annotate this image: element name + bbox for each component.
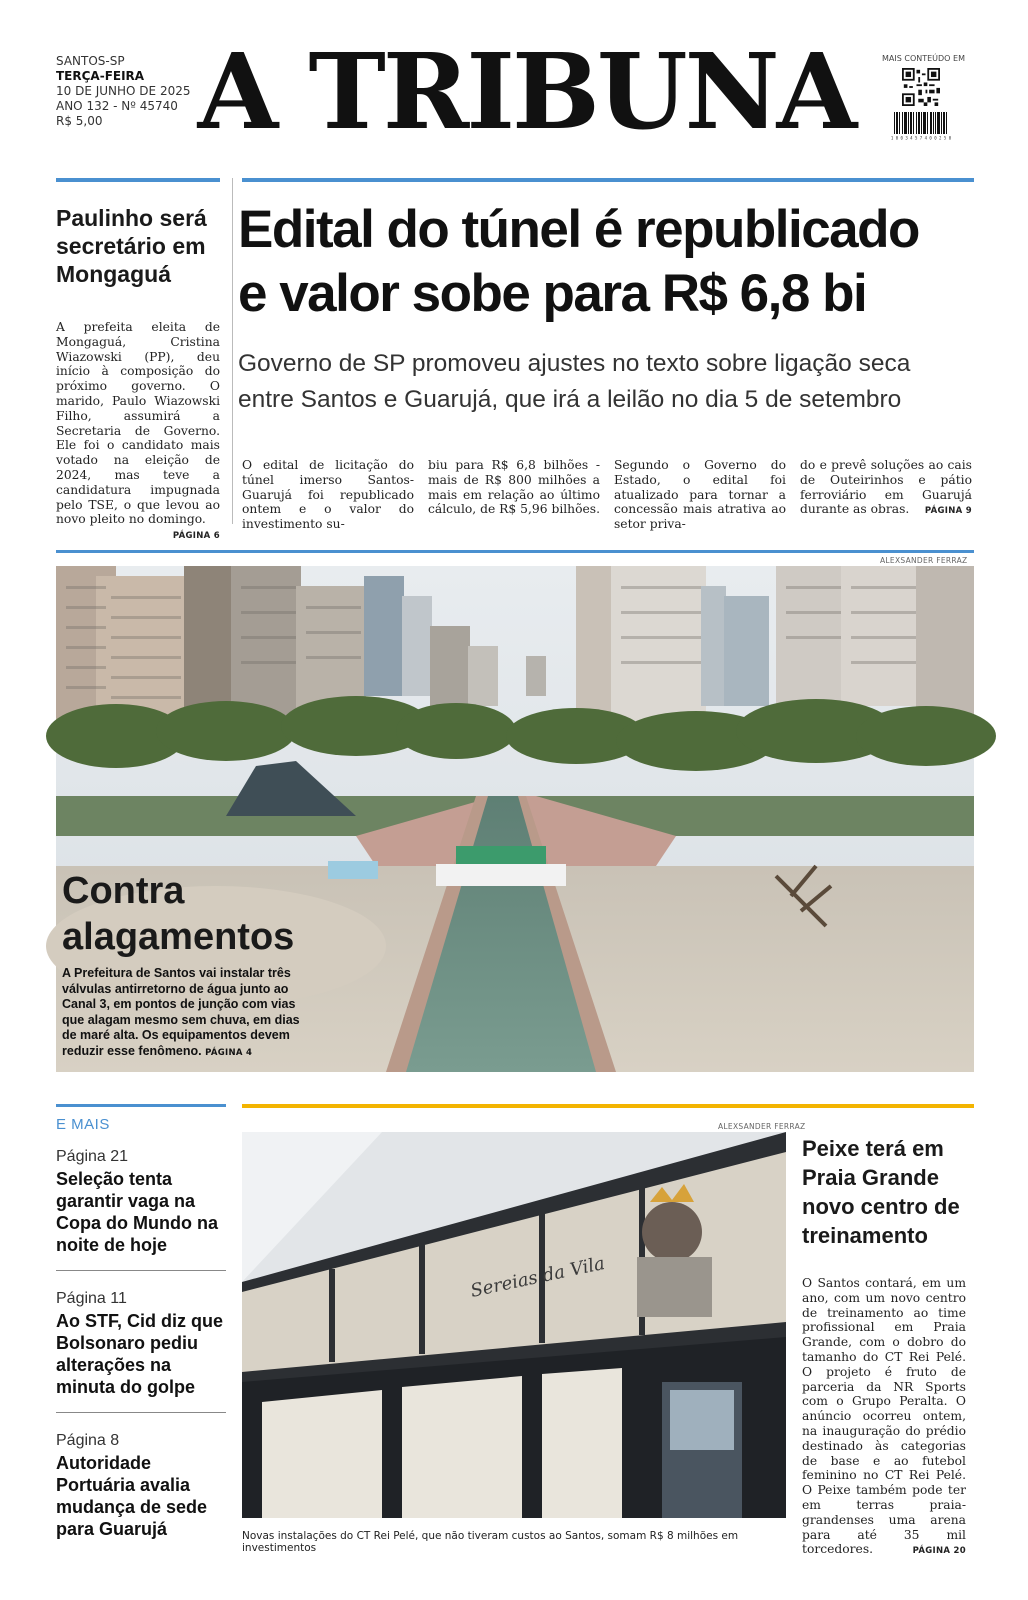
svg-text:1 0 0 3 4 5 7 4 0 0 2 5 0: 1 0 0 3 4 5 7 4 0 0 2 5 0 bbox=[890, 135, 952, 141]
emais-item-title[interactable]: Autoridade Portuária avalia mudança de sede para Guarujá bbox=[56, 1453, 208, 1539]
photo-section-rule bbox=[56, 550, 974, 553]
left-story-headline[interactable]: Paulinho será secretário em Mongaguá bbox=[56, 205, 207, 287]
column-divider bbox=[232, 178, 233, 524]
emais-item-title[interactable]: Seleção tenta garantir vaga na Copa do Mundo na noite de hoje bbox=[56, 1169, 218, 1255]
ct-story-page[interactable]: PÁGINA 20 bbox=[912, 1546, 966, 1557]
emais-item-page: Página 11 bbox=[56, 1290, 127, 1307]
photo-story-text: A Prefeitura de Santos vai instalar três válvulas antirretorno de água junto ao Canal 3, em pontos de junção com vias que alagam mesmo sem chuva, em dias de maré alta. Os equipamentos devem reduzir esse fenômeno. bbox=[62, 966, 300, 1058]
emais-item-page: Página 8 bbox=[56, 1432, 120, 1449]
qr-code-icon[interactable] bbox=[902, 68, 940, 106]
emais-item[interactable] bbox=[56, 1146, 224, 1256]
photo-story-page[interactable]: PÁGINA 4 bbox=[205, 1047, 253, 1058]
qr-label: MAIS CONTEÚDO EM bbox=[882, 54, 965, 63]
photo-story-body bbox=[62, 966, 316, 1061]
ct-photo bbox=[242, 1132, 786, 1518]
ct-sign-text: Sereias da Vila bbox=[468, 1252, 607, 1302]
main-column-1: O edital de licitação do túnel imerso Santos-Guarujá foi republicado ontem e o valor do investimento su- bbox=[242, 458, 414, 532]
main-column-4-text: do e prevê soluções ao cais de Outeirinhos e pátio ferroviário em Guarujá durante as obras. bbox=[800, 458, 972, 517]
masthead-weekday: TERÇA-FEIRA bbox=[56, 69, 145, 83]
ct-photo-illustration bbox=[242, 1132, 786, 1518]
masthead-price: R$ 5,00 bbox=[56, 114, 103, 128]
main-column-3: Segundo o Governo do Estado, o edital foi atualizado para tornar a concessão mais atrativa ao setor priva- bbox=[614, 458, 786, 532]
main-deck: Governo de SP promoveu ajustes no texto sobre ligação seca entre Santos e Guarujá, que irá a leilão no dia 5 de setembro bbox=[238, 350, 911, 413]
emais-item-title[interactable]: Ao STF, Cid diz que Bolsonaro pediu alterações na minuta do golpe bbox=[56, 1311, 223, 1397]
emais-label: E MAIS bbox=[56, 1116, 110, 1133]
masthead-edition: ANO 132 - Nº 45740 bbox=[56, 99, 178, 113]
newspaper-logo: A TRIBUNA bbox=[197, 30, 855, 153]
main-headline[interactable]: Edital do túnel é republicado e valor sobe para R$ 6,8 bi bbox=[238, 200, 919, 323]
main-story-page[interactable]: PÁGINA 9 bbox=[924, 506, 972, 517]
ct-story-body bbox=[802, 1276, 966, 1559]
photo-story-headline[interactable]: Contra alagamentos bbox=[62, 870, 295, 958]
masthead-city: SANTOS-SP bbox=[56, 54, 125, 68]
masthead-info bbox=[56, 54, 190, 129]
emais-divider bbox=[56, 1270, 226, 1271]
main-column-2: biu para R$ 6,8 bilhões - mais de R$ 800 milhões a mais em relação ao último cálculo, de R$ 5,96 bilhões. bbox=[428, 458, 601, 517]
ct-story-headline[interactable]: Peixe terá em Praia Grande novo centro de treinamento bbox=[802, 1136, 960, 1248]
emais-item[interactable] bbox=[56, 1288, 224, 1398]
emais-item-page: Página 21 bbox=[56, 1148, 129, 1165]
ct-story-text: O Santos contará, em um ano, com um novo centro de treinamento ao time profissional em Praia Grande, com o dobro do tamanho do CT Rei Pelé. O projeto é fruto de parceria da NR Sports com o Grupo Peralta. O anúncio ocorreu ontem, na inauguração do prédio destinado às categorias de base e ao futebol feminino no CT Rei Pelé. O Peixe também pode ter em terras praia-grandenses uma arena para até 35 mil torcedores. bbox=[802, 1276, 966, 1557]
emais-item[interactable] bbox=[56, 1430, 224, 1540]
masthead-date: 10 DE JUNHO DE 2025 bbox=[56, 84, 191, 98]
left-story-page[interactable]: PÁGINA 6 bbox=[172, 531, 220, 542]
emais-rule bbox=[56, 1104, 226, 1107]
main-story-rule bbox=[242, 178, 974, 182]
emais-divider bbox=[56, 1412, 226, 1413]
ct-photo-credit: ALEXSANDER FERRAZ bbox=[718, 1122, 806, 1131]
ct-story-rule bbox=[242, 1104, 974, 1108]
left-column-rule bbox=[56, 178, 220, 182]
main-column-4 bbox=[800, 458, 972, 519]
photo-credit: ALEXSANDER FERRAZ bbox=[880, 556, 968, 565]
ct-photo-caption: Novas instalações do CT Rei Pelé, que não tiveram custos ao Santos, somam R$ 8 milhões em investimentos bbox=[242, 1530, 739, 1554]
left-story-body bbox=[56, 320, 220, 544]
barcode-icon bbox=[890, 112, 952, 141]
left-story-text: A prefeita eleita de Mongaguá, Cristina Wiazowski (PP), deu início à composição do próximo governo. O marido, Paulo Wiazowski Filho, assumirá a Secretaria de Governo. Ele foi o candidato mais votado na eleição de 2024, mas teve a candidatura impugnada pelo TSE, o que levou ao novo pleito no domingo. bbox=[56, 320, 220, 527]
